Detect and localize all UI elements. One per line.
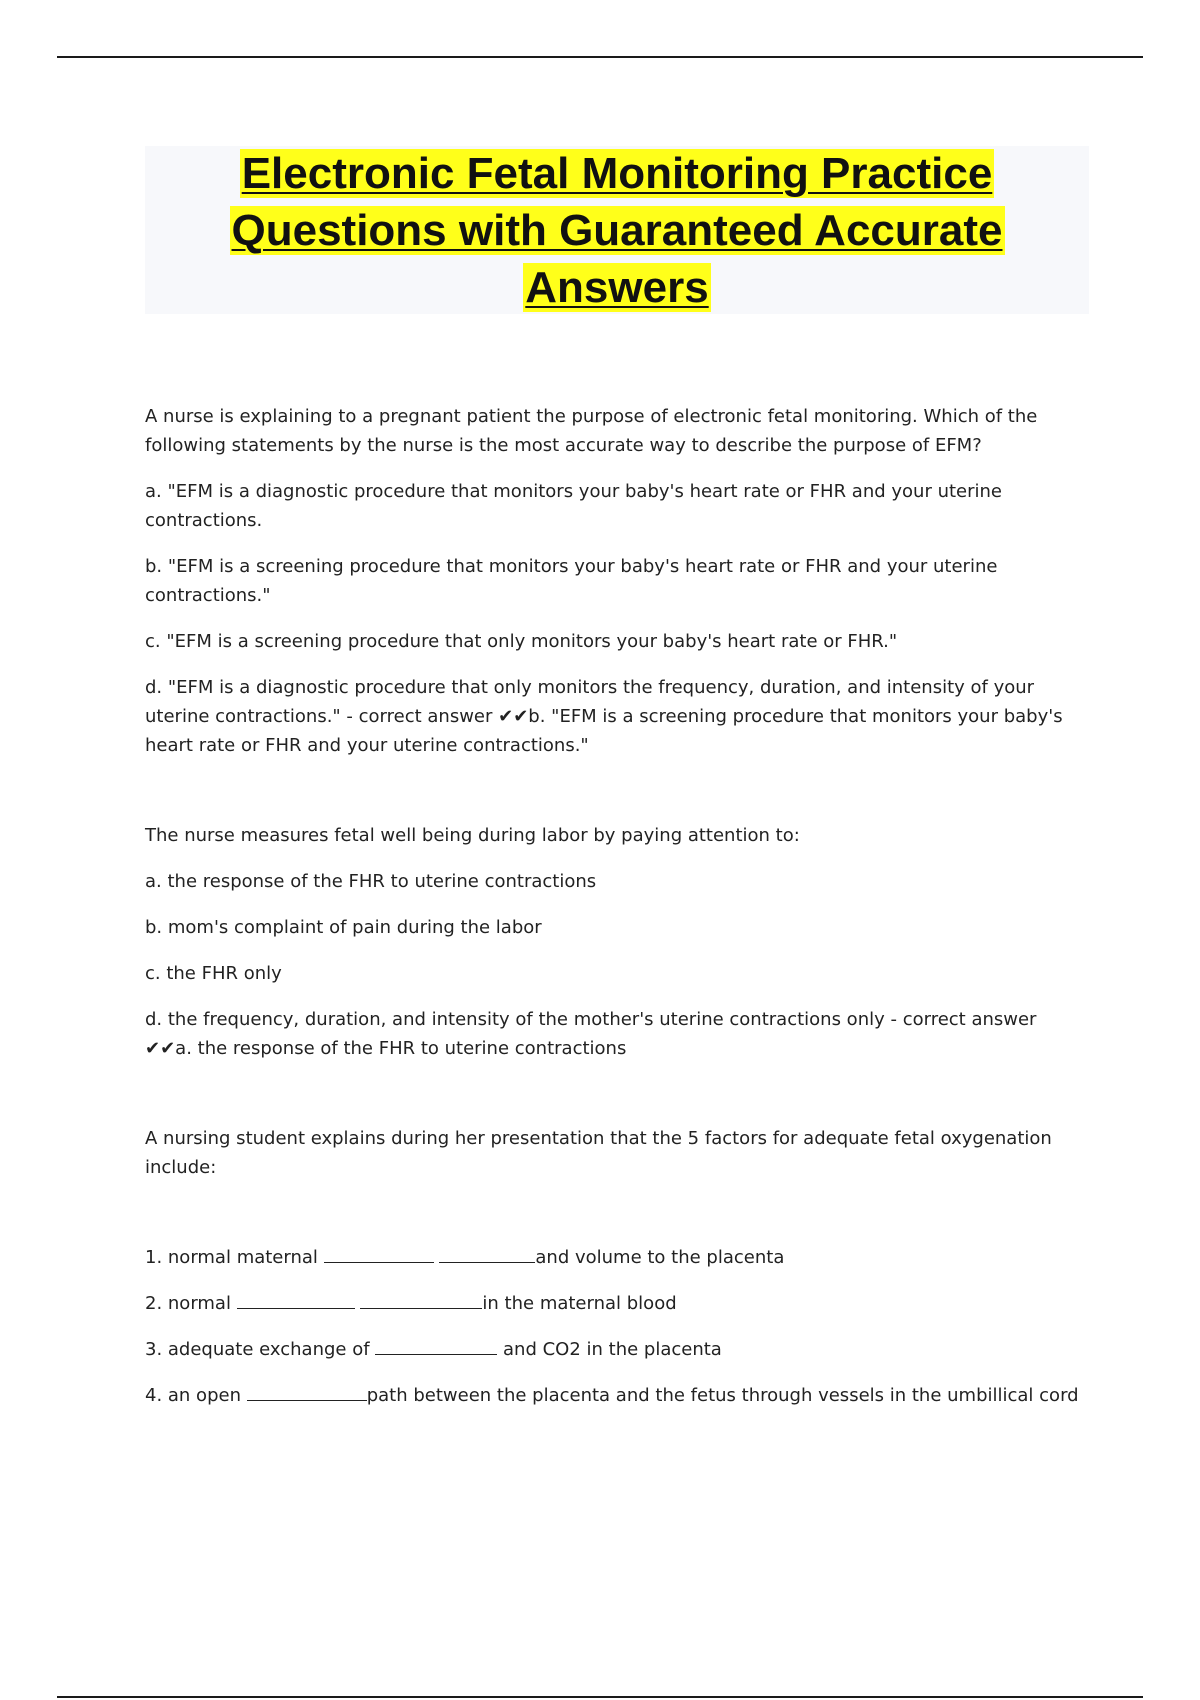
question-1-stem: A nurse is explaining to a pregnant patient the purpose of electronic fetal monitoring. Which of the following statements by the nurse is the most accurate way to describe the purpose of EFM? [145,406,1038,456]
question-2-option-d-answer: d. the frequency, duration, and intensity of the mother's uterine contractions only - correct answer ✔✔a. the response of the FHR to uterine contractions [145,1009,1037,1059]
title-banner [145,146,1089,314]
fill-blank [247,1383,367,1401]
factor-2: 2. normal in the maternal blood [145,1293,677,1314]
section-gap [145,777,1085,821]
fill-blank [360,1291,482,1309]
top-rule [57,56,1143,58]
factor-4: 4. an open path between the placenta and the fetus through vessels in the umbillical cord [145,1385,1079,1406]
question-2-option-b: b. mom's complaint of pain during the labor [145,917,542,938]
question-2-stem: The nurse measures fetal well being during labor by paying attention to: [145,825,800,846]
document-title: Electronic Fetal Monitoring Practice Questions with Guaranteed Accurate Answers [231,148,1003,312]
fill-blank [375,1337,497,1355]
question-1-option-c: c. "EFM is a screening procedure that only monitors your baby's heart rate or FHR." [145,631,898,652]
question-2-option-c: c. the FHR only [145,963,282,984]
question-1-option-b: b. "EFM is a screening procedure that monitors your baby's heart rate or FHR and your uterine contractions." [145,556,998,606]
factor-1: 1. normal maternal and volume to the placenta [145,1247,785,1268]
question-2-option-a: a. the response of the FHR to uterine contractions [145,871,597,892]
section-gap [145,1080,1085,1124]
document-body [145,402,1085,1427]
bottom-rule [57,1696,1143,1698]
section-gap [145,1199,1085,1243]
fill-blank [324,1245,434,1263]
fill-blank [237,1291,355,1309]
question-1-option-d-answer: d. "EFM is a diagnostic procedure that only monitors the frequency, duration, and intensity of your uterine contractions." - correct answer ✔✔b. "EFM is a screening procedure that monitors your baby's heart rate or FHR and your uterine contractions." [145,677,1063,756]
question-1-option-a: a. "EFM is a diagnostic procedure that monitors your baby's heart rate or FHR and your uterine contractions. [145,481,1003,531]
fill-blank [439,1245,535,1263]
factor-3: 3. adequate exchange of and CO2 in the placenta [145,1339,722,1360]
question-3-stem: A nursing student explains during her presentation that the 5 factors for adequate fetal oxygenation include: [145,1128,1052,1178]
